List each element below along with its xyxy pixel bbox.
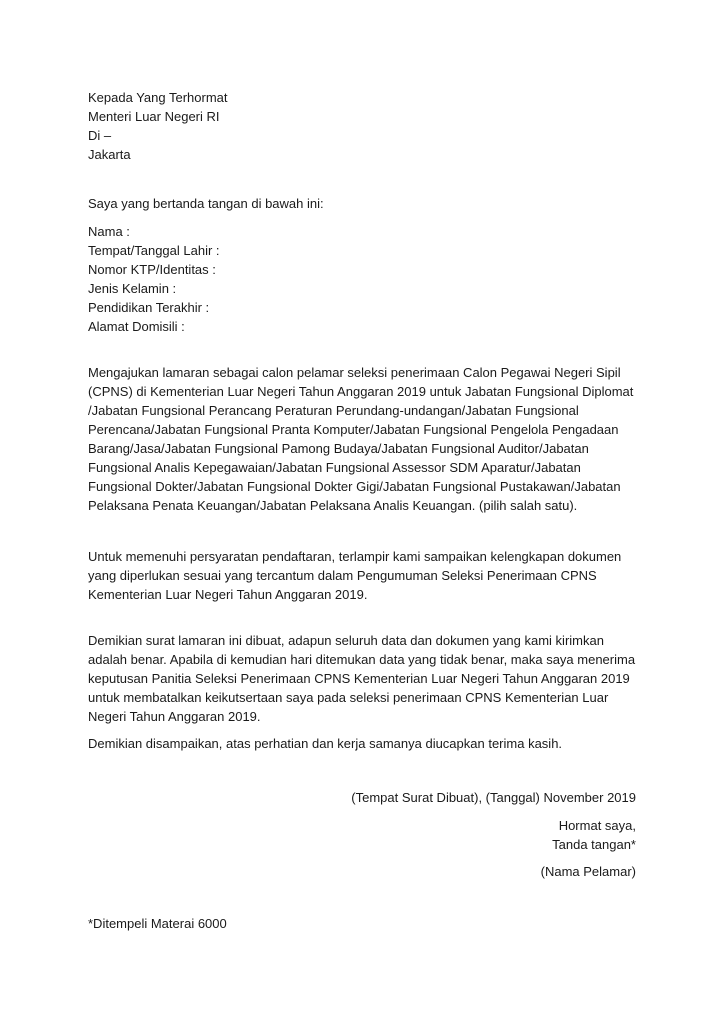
intro-text [88,194,638,213]
signature-block [552,816,636,854]
addressee-line-3: Di – [88,128,112,143]
field-id-number: Nomor KTP/Identitas : [88,262,216,277]
addressee-line-4: Jakarta [88,147,131,162]
intro-line: Saya yang bertanda tangan di bawah ini: [88,196,324,211]
addressee-line-2: Menteri Luar Negeri RI [88,109,220,124]
regards-text: Hormat saya, [558,818,636,833]
identity-fields [88,222,638,336]
field-education: Pendidikan Terakhir : [88,300,210,315]
addressee-line-1: Kepada Yang Terhormat [88,90,228,105]
paragraph-application: Mengajukan lamaran sebagai calon pelamar seleksi penerimaan Calon Pegawai Negeri Sipil (CPNS) di Kementerian Luar Negeri Tahun Anggaran 2019 untuk Jabatan Fungsional Diplomat /Jabatan Fungsional Perancang Peraturan Perundang-undangan/Jabatan Fungsional Perencana/Jabatan Fungsional Pranta Komputer/Jabatan Fungsional Pengelola Pengadaan Barang/Jasa/Jabatan Fungsional Pamong Budaya/Jabatan Fungsional Auditor/Jabatan Fungsional Analis Kepegawaian/Jabatan Fungsional Assessor SDM Aparatur/Jabatan Fungsional Dokter/Jabatan Fungsional Dokter Gigi/Jabatan Fungsional Pustakawan/Jabatan Pelaksana Penata Keuangan/Jabatan Pelaksana Analis Keuangan. (pilih salah satu). [88,365,634,513]
footnote [88,914,638,933]
field-name: Nama : [88,224,130,239]
field-birth: Tempat/Tanggal Lahir : [88,243,220,258]
applicant-name-text: (Nama Pelamar) [540,864,636,879]
applicant-name [541,862,636,881]
paragraph-thanks: Demikian disampaikan, atas perhatian dan kerja samanya diucapkan terima kasih. [88,736,563,751]
paragraph-declaration: Demikian surat lamaran ini dibuat, adapun seluruh data dan dokumen yang kami kirimkan adalah benar. Apabila di kemudian hari ditemukan data yang tidak benar, maka saya menerima keputusan Panitia Seleksi Penerimaan CPNS Kementerian Luar Negeri Tahun Anggaran 2019 untuk membatalkan keikutsertaan saya pada seleksi penerimaan CPNS Kementerian Luar Negeri Tahun Anggaran 2019. [88,633,636,724]
paragraph-documents: Untuk memenuhi persyaratan pendaftaran, terlampir kami sampaikan kelengkapan dokumen yang diperlukan sesuai yang tercantum dalam Pengumuman Seleksi Penerimaan CPNS Kementerian Luar Negeri Tahun Anggaran 2019. [88,549,622,602]
field-address: Alamat Domisili : [88,319,185,334]
field-gender: Jenis Kelamin : [88,281,177,296]
addressee-block [88,88,638,164]
place-date-text: (Tempat Surat Dibuat), (Tanggal) November 2019 [351,790,636,805]
footnote-text: *Ditempeli Materai 6000 [88,916,227,931]
place-date [351,788,636,807]
signature-text: Tanda tangan* [552,837,636,852]
